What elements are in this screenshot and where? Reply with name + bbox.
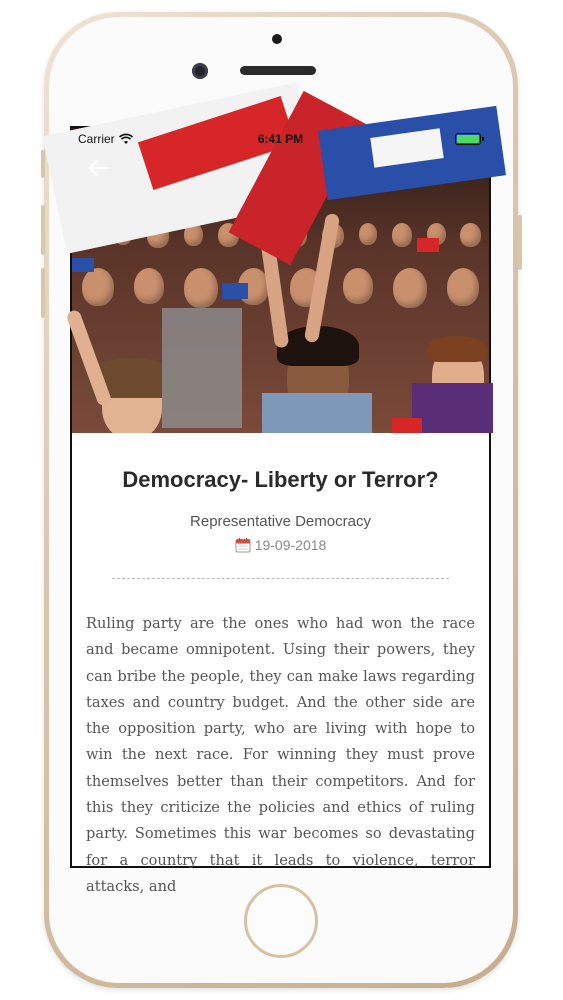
- volume-up-button: [41, 205, 45, 255]
- article-title: Democracy- Liberty or Terror?: [122, 467, 439, 492]
- article-body: Ruling party are the ones who had won the race and became omnipotent. Using their powers, they can bribe the people, they can make laws regarding taxes and country budget. And the other side are the opposition party, who are living with hope to win the next race. For winning they must prove themselves better than their competitors. And for this they criticize the policies and ethics of ruling party. Sometimes this war becomes so devastating for a country that it leads to violence, terror attacks, and: [86, 615, 475, 895]
- arrow-left-icon: [87, 159, 109, 177]
- small-flag: [417, 238, 439, 252]
- small-flag: [222, 283, 248, 299]
- crowd-person-hair: [427, 336, 487, 362]
- article-hero-image: [72, 128, 489, 433]
- content-divider: [112, 578, 449, 579]
- crowd-person-shirt: [162, 308, 242, 428]
- back-button[interactable]: [80, 150, 116, 186]
- article-date-row: [72, 537, 489, 553]
- power-button: [518, 215, 522, 270]
- small-flag: [72, 258, 94, 272]
- article-date: 19-09-2018: [254, 537, 327, 553]
- status-time: 6:41 PM: [257, 132, 304, 146]
- article-category: Representative Democracy: [190, 513, 371, 530]
- calendar-icon: [235, 537, 251, 553]
- carrier-label: Carrier: [78, 132, 115, 146]
- crowd-person-jacket: [262, 393, 372, 433]
- status-bar: [72, 128, 489, 150]
- mute-switch: [41, 150, 45, 178]
- article-content: [72, 433, 489, 895]
- crowd-person-jacket: [412, 383, 493, 433]
- earpiece-speaker: [240, 66, 316, 75]
- front-camera: [192, 63, 208, 79]
- volume-down-button: [41, 268, 45, 318]
- app-screen: [70, 126, 491, 895]
- battery-icon: [455, 133, 481, 145]
- proximity-sensor: [272, 34, 282, 44]
- small-flag: [392, 418, 422, 434]
